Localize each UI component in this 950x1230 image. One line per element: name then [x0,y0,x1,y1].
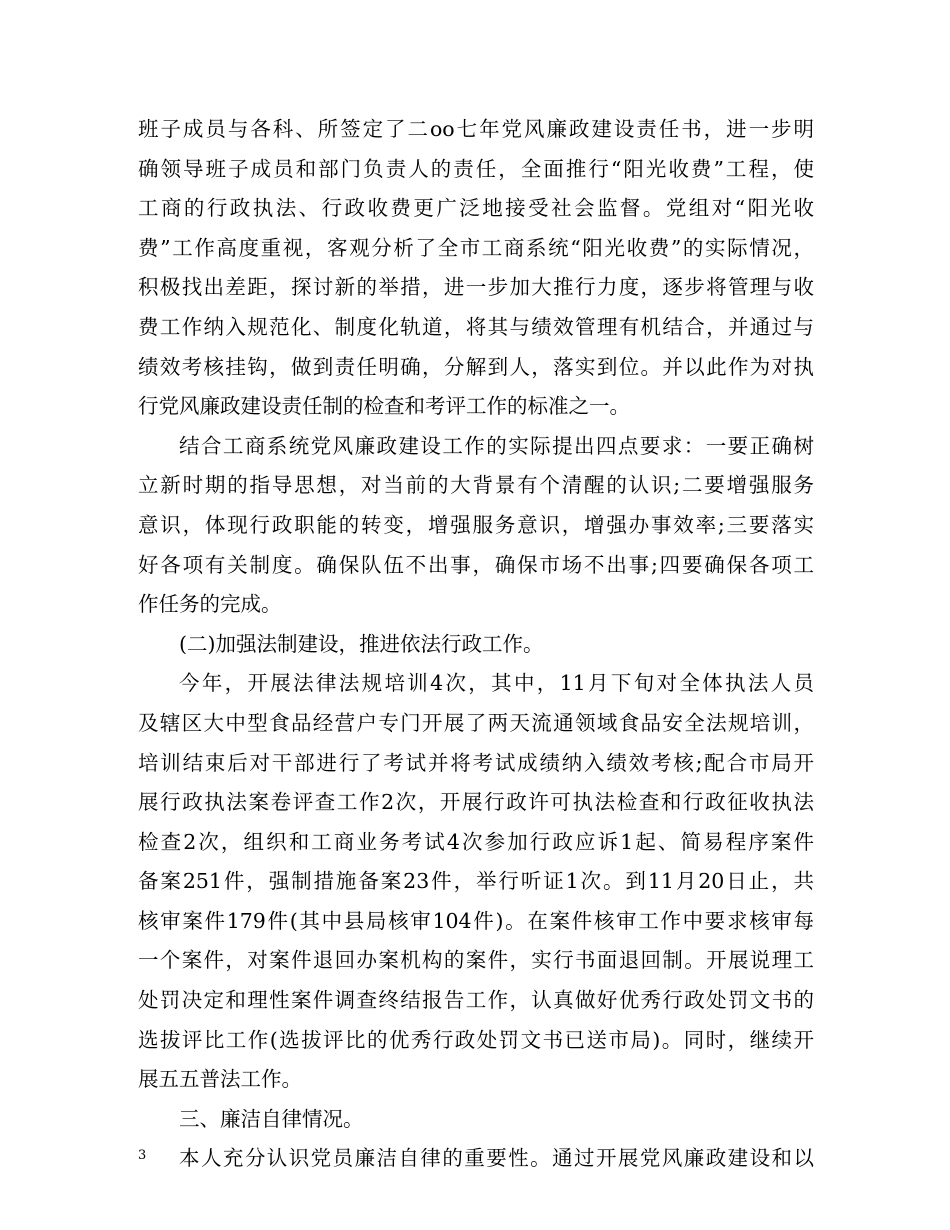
body-text [138,110,814,1179]
text-line: 处罚决定和理性案件调查终结报告工作，认真做好优秀行政处罚文书的 [138,988,814,1013]
text-line: 立新时期的指导思想，对当前的大背景有个清醒的认识;二要增强服务 [138,473,814,498]
text-line: 积极找出差距，探讨新的举措，进一步加大推行力度，逐步将管理与收 [138,275,814,300]
text-line: 本人充分认识党员廉洁自律的重要性。通过开展党风廉政建设和以 [179,1146,814,1171]
text-line: 作任务的完成。 [138,592,282,617]
page-number: 3 [138,1148,147,1163]
text-line: 展五五普法工作。 [138,1067,302,1092]
text-line: 绩效考核挂钩，做到责任明确，分解到人，落实到位。并以此作为对执 [138,354,814,379]
text-line: 今年，开展法律法规培训4次，其中，11月下旬对全体执法人员 [179,671,814,696]
text-line: 班子成员与各科、所签定了二oo七年党风廉政建设责任书，进一步明 [138,117,814,141]
text-line: 行党风廉政建设责任制的检查和考评工作的标准之一。 [138,394,630,419]
text-line: 结合工商系统党风廉政建设工作的实际提出四点要求：一要正确树 [179,433,814,458]
text-line: 备案251件，强制措施备案23件，举行听证1次。到11月20日止，共 [138,869,814,894]
text-line: 培训结束后对干部进行了考试并将考试成绩纳入绩效考核;配合市局开 [138,750,814,775]
text-line: 费”工作高度重视，客观分析了全市工商系统“阳光收费”的实际情况， [138,235,814,260]
text-line: 费工作纳入规范化、制度化轨道，将其与绩效管理有机结合，并通过与 [138,314,814,339]
text-line: 检查2次，组织和工商业务考试4次参加行政应诉1起、简易程序案件 [138,829,814,854]
text-line: 一个案件，对案件退回办案机构的案件，实行书面退回制。开展说理工 [138,948,814,973]
text-line: 展行政执法案卷评查工作2次，开展行政许可执法检查和行政征收执法 [138,790,814,815]
text-line: 好各项有关制度。确保队伍不出事，确保市场不出事;四要确保各项工 [138,552,814,577]
text-line: 确领导班子成员和部门负责人的责任，全面推行“阳光收费”工程，使 [138,156,814,181]
text-line: 及辖区大中型食品经营户专门开展了两天流通领域食品安全法规培训， [138,710,814,735]
text-line: 三、廉洁自律情况。 [179,1106,364,1131]
text-line: 工商的行政执法、行政收费更广泛地接受社会监督。党组对“阳光收 [138,196,814,221]
text-line: 核审案件179件(其中县局核审104件)。在案件核审工作中要求核审每 [138,908,814,933]
text-line: 选拔评比工作(选拔评比的优秀行政处罚文书已送市局)。同时，继续开 [138,1027,814,1052]
text-line: (二)加强法制建设，推进依法行政工作。 [179,631,544,656]
text-line: 意识，体现行政职能的转变，增强服务意识，增强办事效率;三要落实 [138,512,814,537]
